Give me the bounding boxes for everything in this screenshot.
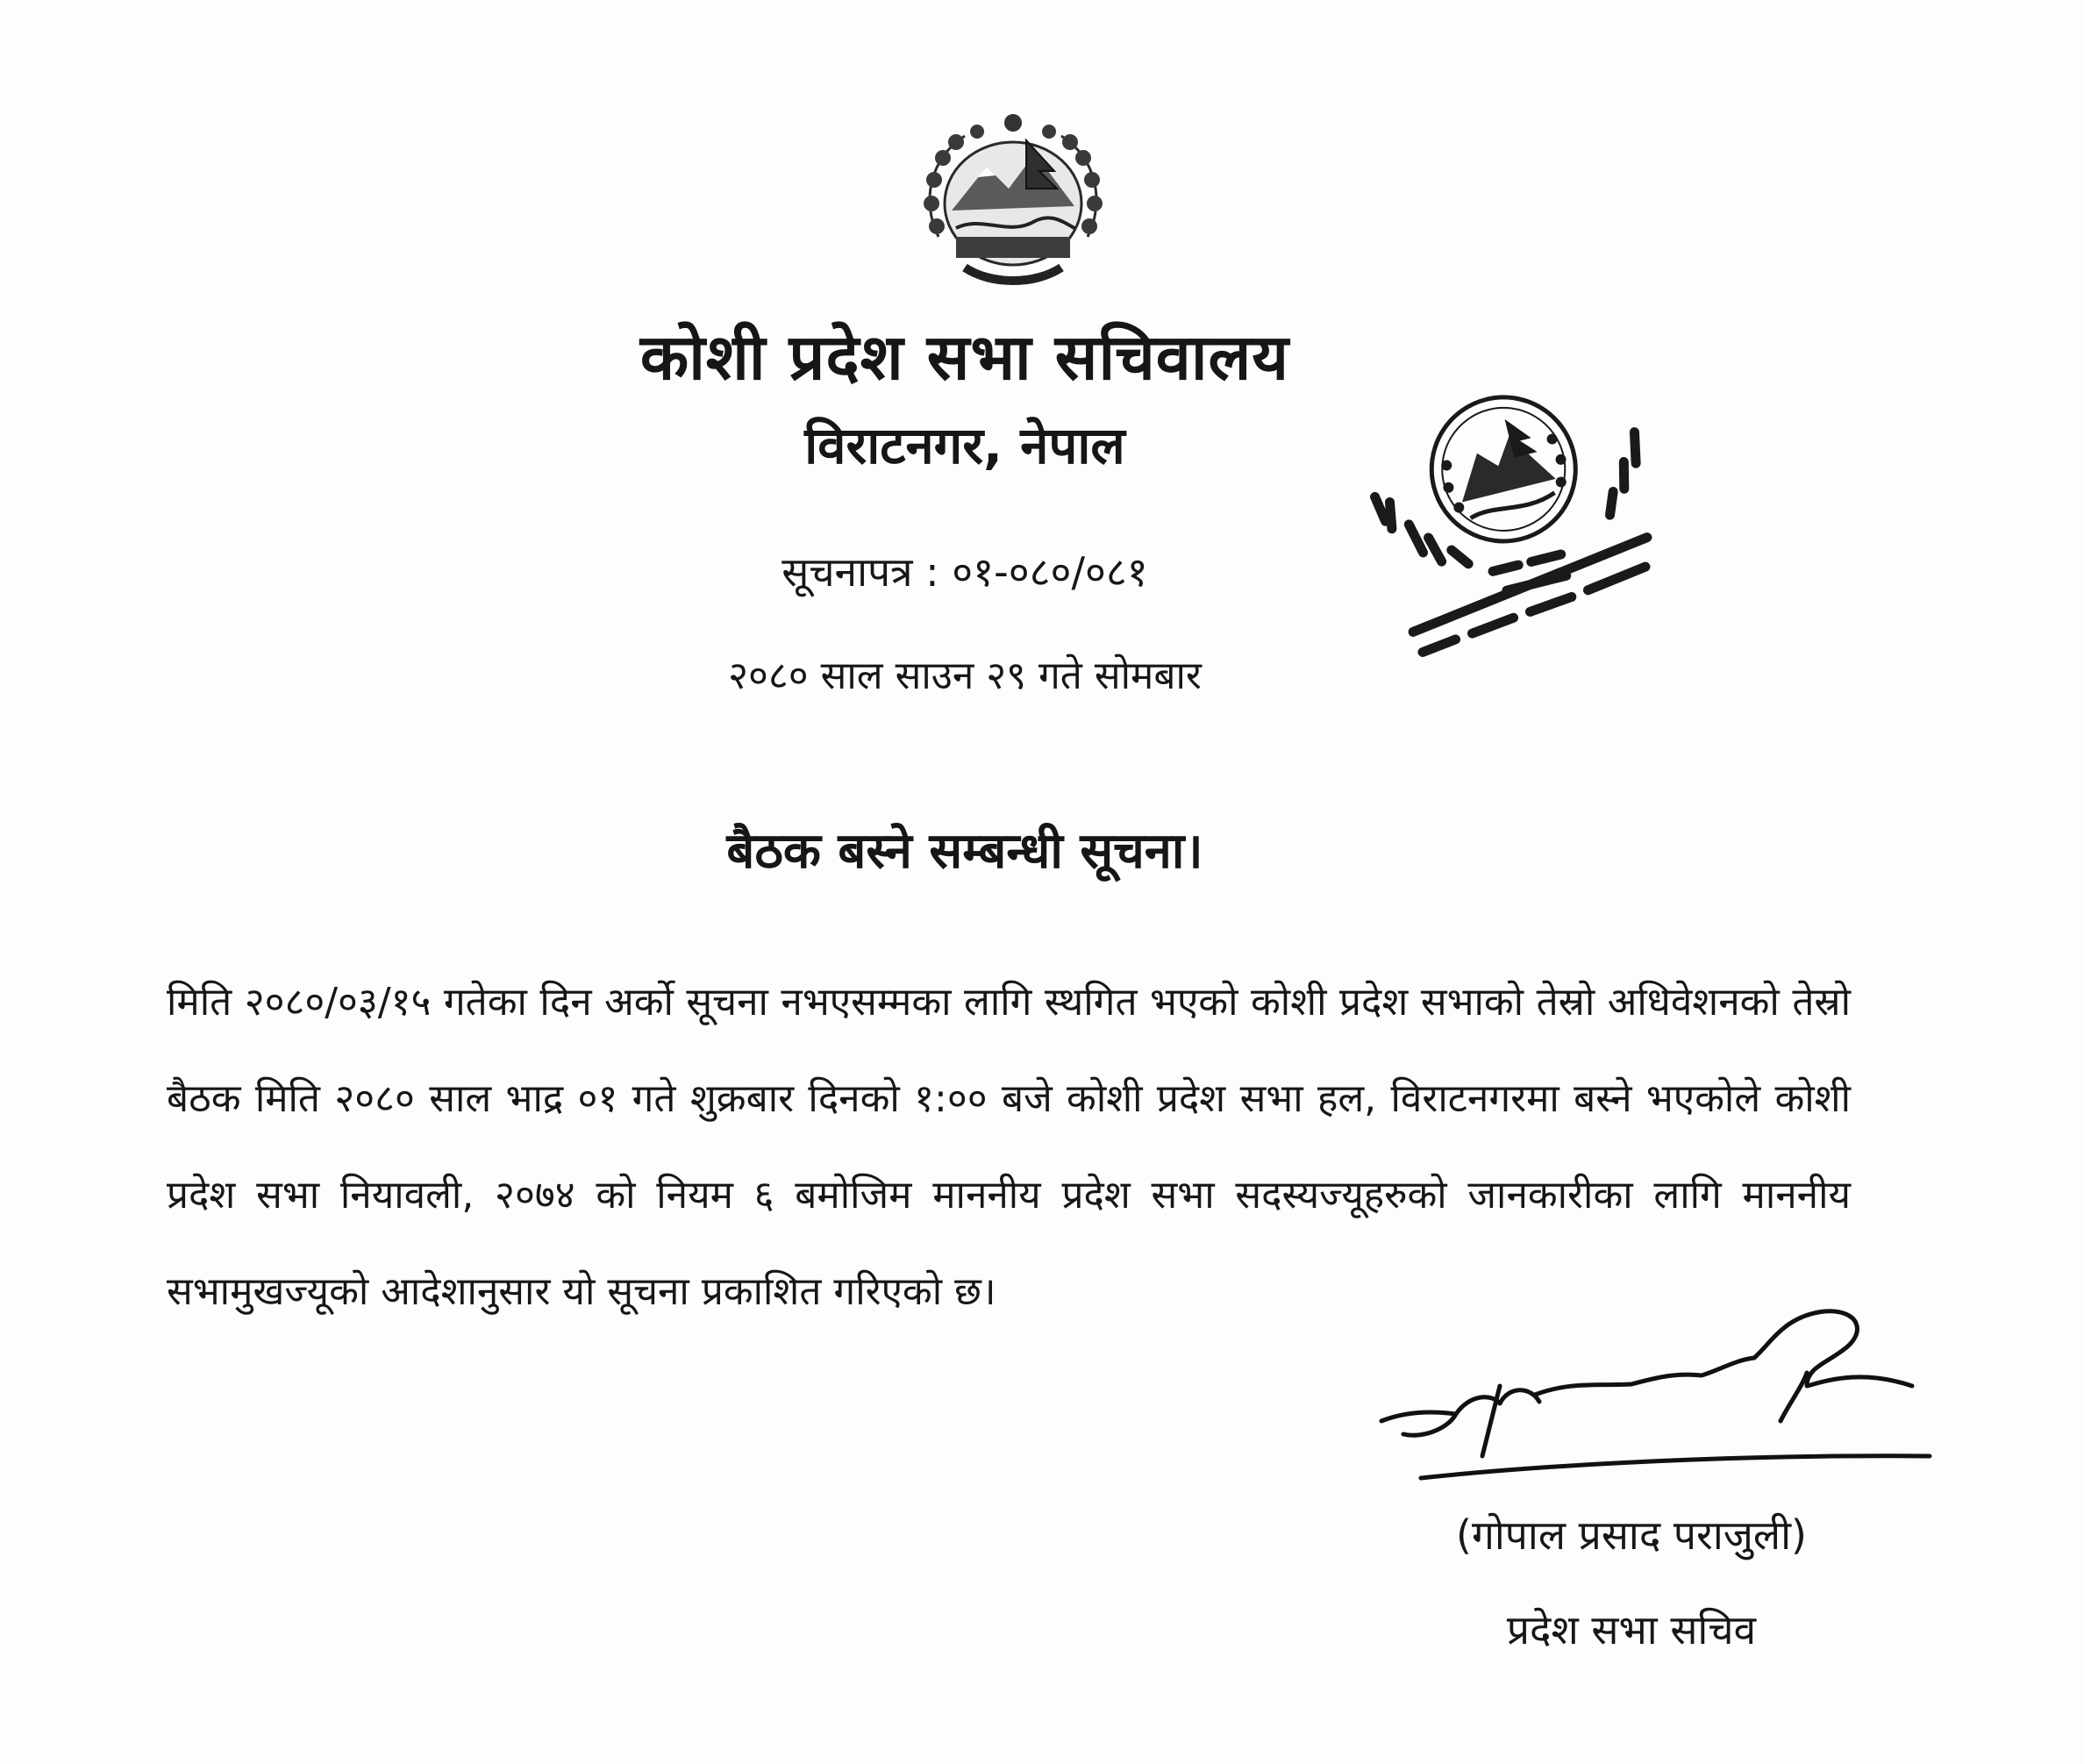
organization-title: कोशी प्रदेश सभा सचिवालय	[639, 320, 1290, 394]
notice-date: २०८० साल साउन २९ गते सोमबार	[728, 653, 1202, 698]
notice-number: सूचनापत्र : ०१-०८०/०८१	[782, 548, 1148, 596]
notice-subject: बैठक बस्ने सम्बन्धी सूचना।	[726, 823, 1203, 880]
signatory-title: प्रदेश सभा सचिव	[1506, 1606, 1757, 1653]
handwritten-signature-icon	[1368, 1289, 1947, 1518]
notice-body: मिति २०८०/०३/१५ गतेका दिन अर्को सूचना नभएसम्मका लागि स्थगित भएको कोशी प्रदेश सभाको तेस्रो अधिवेशनको तेस्रो बैठक मिति २०८० साल भाद्र ०१ गते शुक्रबार दिनको १:०० बजे कोशी प्रदेश सभा हल, विराटनगरमा बस्ने भएकोले कोशी प्रदेश सभा नियावली, २०७४ को नियम ६ बमोजिम माननीय प्रदेश सभा सदस्यज्यूहरुको जानकारीका लागि माननीय सभामुखज्यूको आदेशानुसार यो सूचना प्रकाशित गरिएको छ।	[167, 980, 1851, 1314]
organization-address: विराटनगर, नेपाल	[804, 416, 1125, 475]
official-seal-stamp-icon	[1351, 367, 1684, 682]
nepal-coat-of-arms-icon	[903, 105, 1123, 307]
signatory-name: (गोपाल प्रसाद पराजुली)	[1456, 1511, 1807, 1559]
